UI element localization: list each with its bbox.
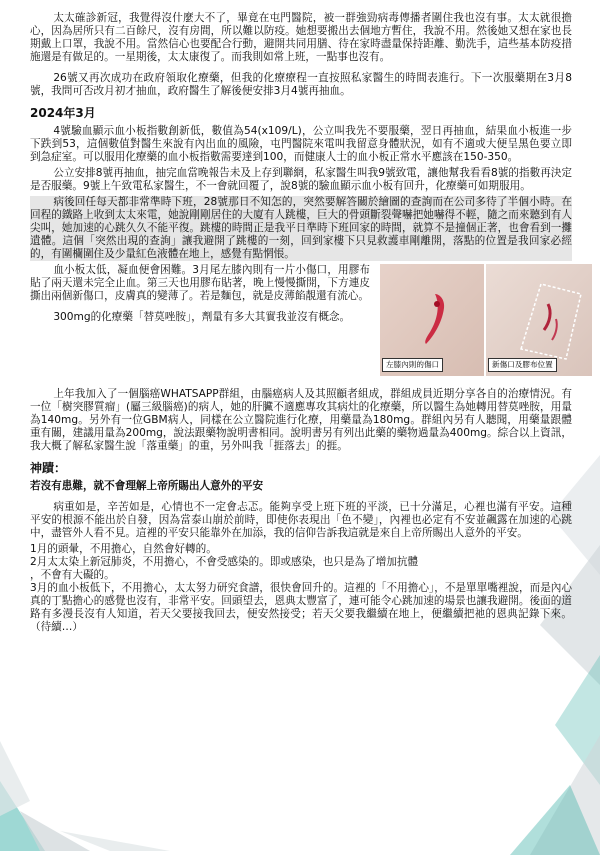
paragraph-peace: 病重如是，辛苦如是，心情也不一定會忐忑。能夠享受上班下班的平淡，已十分滿足，心裡也滿有平安。這種平安的根源不能出於自發，因為當泰山崩於前時，即使你表現出「色不變」，內裡也必定有不安並飆露在加速的心跳中，盡管外人看不見。這裡的平安只能靠外在加添，我的信仰告訴我這就是來自上帝所賜出人意外的平安。 xyxy=(30,501,572,539)
caption-new-wound: 新傷口及膠布位置 xyxy=(488,358,557,372)
wound-text xyxy=(30,264,370,327)
paragraph-blood-test: 公立安排8號再抽血，抽完血當晚報告未及上存到聯網，私家醫生叫我9號致電，讓他幫我看看8號的指數再決定是否服藥。9號上午致電私家醫生，不一會就回覆了，說8號的驗血顯示血小板有回升，化療藥可如期服用。 xyxy=(30,167,572,192)
new-wound-photo xyxy=(486,264,592,376)
paragraph-jump-incident: 病後回任每天都非常準時下班，28號那日不知怎的，突然要解答關於繪圖的查詢而在公司多待了半個小時。在回程的鐵路上收到太太來電，她說剛剛居住的大廈有人跳樓，巨大的骨頭斷裂聲嚇把她嚇得不輕，隨之而來聽到有人尖叫，她加速的心跳久久不能平復。跳樓的時間正是我平日準時下班回家的時間，就算不是撞個正著，也會看到一攤遺體。這個「突然出現的查詢」讓我避開了跳樓的一刻，回到家樓下只見救護車剛離開，落點的位置是我回家必經的，有圍欄圍住及少量紅色液體在地上，感覺有點惘悵。 xyxy=(30,196,572,260)
paragraph-whatsapp-group: 上年我加入了一個腦癌WHATSAPP群組，由腦癌病人及其照顧者組成，群組成員近期分享各自的治療情況。有一位「樹突膠質瘤」(屬三級腦癌)的病人，她的肝臟不適應專攻其病灶的化療藥，所以醫生為她轉用替莫唑胺，用量為140mg。另外有一位GBM病人，同樣在公立醫院進行化療，用藥量為180mg。群組內另有人聽聞，用藥量跟體重有關，建議用量為200mg，說法跟藥物說明書相同。說明書另有列出此藥的藥物過量為400mg。綜合以上資訊，我大概了解私家醫生說「落重藥」的重，另外叫我「捱落去」的捱。 xyxy=(30,388,572,452)
list-item-march: 3月的血小板低下，不用擔心，太太努力研究食譜，很快會回升的。這裡的「不用擔心」，不是單單嘴裡說，而是內心真的丁點擔心的感覺也沒有，非常平安。回頭望去，恩典太豐富了，連可能令心跳加速的場景也讓我避開。後面的道路有多漫長沒有人知道，若天父要接我回去，便安然接受；若天父要我繼續在地上，便繼續把祂的恩典記錄下來。（待續…） xyxy=(30,582,572,633)
paragraph-wound: 血小板太低，凝血便會困難。3月尾左膝內則有一片小傷口，用膠布貼了兩天還未完全止血。第三天也用膠布貼著，晚上慢慢撕開，下方連皮撕出兩個新傷口，皮膚真的變薄了。若是麵包，就是皮薄餡靚還有流心。 xyxy=(30,264,370,302)
section-heading-2024-march: 2024年3月 xyxy=(30,106,96,120)
list-item-january: 1月的頭暈，不用擔心，自然會好轉的。 xyxy=(30,543,217,555)
shenji-subtitle: 若沒有患難，就不會理解上帝所賜出人意外的平安 xyxy=(30,480,264,492)
article xyxy=(30,12,572,634)
wound-photos xyxy=(380,264,592,376)
caption-knee-wound: 左膝內則的傷口 xyxy=(382,358,443,372)
wound-section xyxy=(30,264,572,380)
shenji-title: 神蹟： xyxy=(30,461,67,475)
knee-wound-photo xyxy=(380,264,484,376)
list-item-february: 2月太太染上新冠肺炎，不用擔心，不會受感染的。即或感染，也只是為了增加抗體 xyxy=(30,556,419,568)
paragraph-chemo-schedule: 26號又再次成功在政府領取化療藥，但我的化療療程一直按照私家醫生的時間表進行。下一次服藥期在3月8號，我問可否改月初才抽血，政府醫生了解後便安排3月4號再抽血。 xyxy=(30,72,572,97)
list-item-february-cont: ，不會有大礙的。 xyxy=(30,569,115,581)
paragraph-platelet-low: 4號驗血顯示血小板指數創新低，數值為54(x109/L)，公立叫我先不要服藥，翌日再抽血，結果血小板進一步下跌到53，這個數值對醫生來說有內出血的風險，屯門醫院來電叫我留意身體狀況，如有不適或大便呈黑色要立即到急症室。可以服用化療藥的血小板指數需要達到100，而健康人士的血小板正常水平應該在150-350。 xyxy=(30,125,572,163)
decorative-triangles-bottom-left xyxy=(0,721,180,851)
paragraph-dosage: 300mg的化療藥「替莫唑胺」，劑量有多大其實我並沒有概念。 xyxy=(53,311,351,323)
paragraph-covid: 太太確診新冠，我覺得沒什麼大不了，畢竟在屯門醫院，被一群強勁病毒傳播者圍住我也沒有事。太太就很擔心，因為居所只有二百餘尺，沒有房間，所以難以防疫。她想要搬出去個地方暫住，我說不用。然後她又想在家也長期戴上口罩，我說不用。當然信心也要配合行動，避開共同用膳、待在家時盡量保持距離、勤洗手，這些基本防疫措施還是有做足的。一星期後，太太康復了。而我則如常上班，一點事也沒有。 xyxy=(30,12,572,63)
